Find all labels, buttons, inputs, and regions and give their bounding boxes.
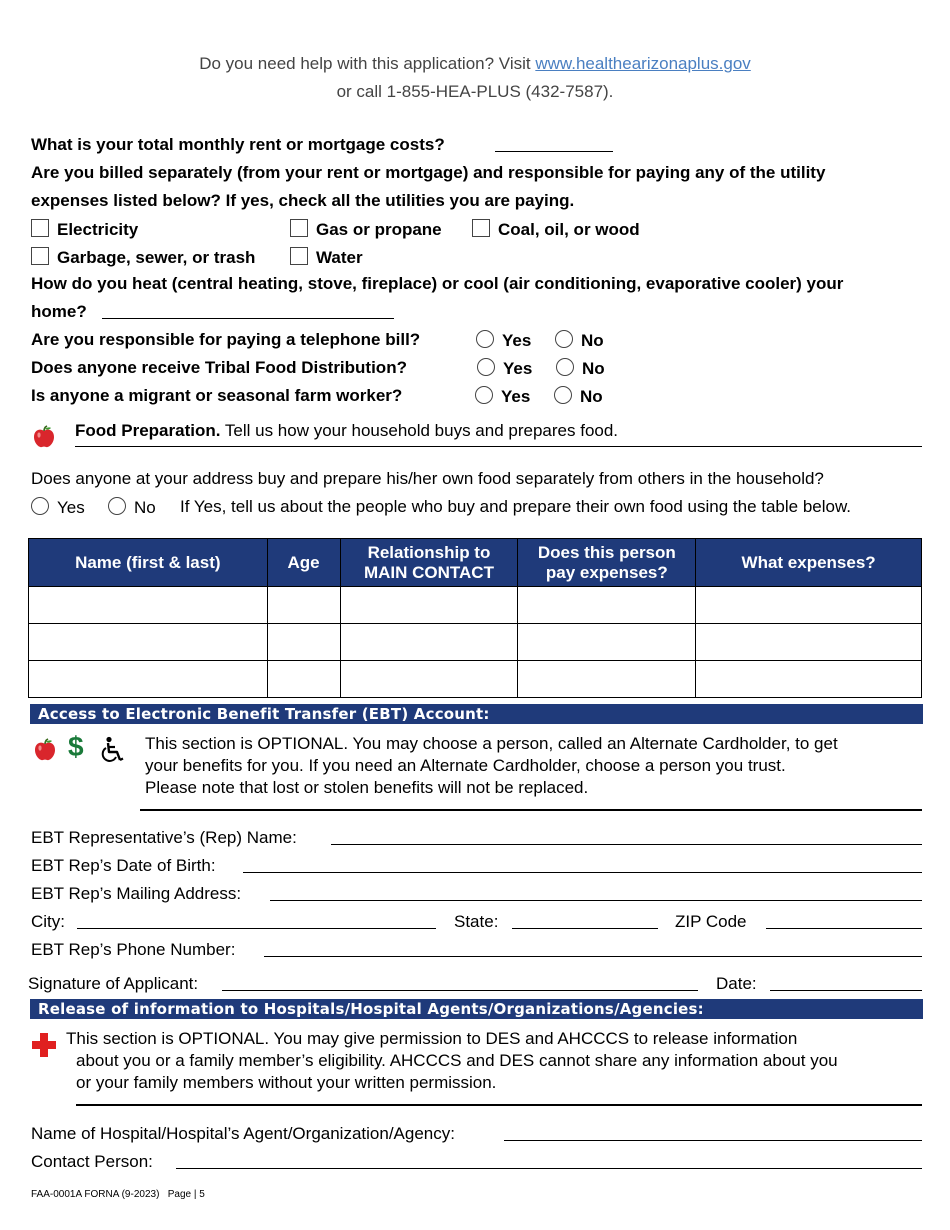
ebt-divider [140,809,922,811]
ebt-description [145,733,838,799]
table-header-row [29,539,922,587]
food-yes[interactable] [31,497,85,518]
ebt-city-field[interactable] [77,928,436,929]
ebt-line2: your benefits for you. If you need an Alternate Cardholder, choose a person you trust. [145,756,786,775]
table-cell[interactable] [518,587,696,624]
form-code: FAA-0001A FORNA (9-2023) [31,1189,160,1200]
ebt-state-field[interactable] [512,928,658,929]
hospital-label: Name of Hospital/Hospital’s Agent/Organization/Agency: [31,1124,455,1143]
heat-question-line1: How do you heat (central heating, stove, fireplace) or cool (air conditioning, evaporative cooler) your [31,274,844,293]
billed-question-line2: expenses listed below? If yes, check all the utilities you are paying. [31,191,575,210]
apple-icon [31,424,57,450]
date-label: Date: [716,974,757,993]
header-name: Name (first & last) [29,539,268,587]
telephone-yes[interactable] [476,330,531,351]
food-question: Does anyone at your address buy and prepare his/her own food separately from others in the household? [31,469,824,488]
checkbox[interactable] [31,247,49,265]
signature-field[interactable] [222,990,698,991]
help-text: Do you need help with this application? Visit [199,54,536,73]
table-cell[interactable] [340,624,518,661]
tribal-yes[interactable] [477,358,532,379]
radio-label: Yes [503,359,533,378]
utility-water[interactable] [290,247,363,268]
hospital-field[interactable] [504,1140,922,1141]
table-cell[interactable] [267,661,340,698]
household-table [28,538,922,698]
help-line-2: or call 1-855-HEA-PLUS (432-7587). [336,82,614,101]
release-line2: about you or a family member’s eligibility. AHCCCS and DES cannot share any information about you [76,1051,838,1070]
radio-button[interactable] [556,358,574,376]
billed-question-line1: Are you billed separately (from your rent or mortgage) and responsible for paying any of the utility [31,163,826,182]
release-divider [76,1104,922,1106]
utility-garbage[interactable] [31,247,255,268]
table-cell[interactable] [340,661,518,698]
utility-coal[interactable] [472,219,640,240]
table-cell[interactable] [29,587,268,624]
contact-label: Contact Person: [31,1152,153,1171]
radio-label: Yes [502,331,532,350]
radio-button[interactable] [477,358,495,376]
telephone-question: Are you responsible for paying a telephone bill? [31,330,421,349]
rent-field[interactable] [495,151,613,152]
table-cell[interactable] [267,587,340,624]
ebt-line3: Please note that lost or stolen benefits will not be replaced. [145,778,589,797]
ebt-phone-field[interactable] [264,956,922,957]
checkbox[interactable] [290,219,308,237]
food-heading [75,421,618,441]
radio-button[interactable] [31,497,49,515]
table-row [29,624,922,661]
page-number: Page | 5 [167,1189,205,1200]
rent-question: What is your total monthly rent or mortgage costs? [31,135,445,154]
migrant-question: Is anyone a migrant or seasonal farm worker? [31,386,403,405]
utility-label: Garbage, sewer, or trash [57,248,256,267]
ebt-rep-name-field[interactable] [331,844,922,845]
food-no[interactable] [108,497,156,518]
food-instruction: If Yes, tell us about the people who buy and prepare their own food using the table below. [180,497,852,516]
table-cell[interactable] [267,624,340,661]
ebt-rep-name-label: EBT Representative’s (Rep) Name: [31,828,297,847]
utility-electricity[interactable] [31,219,138,240]
release-description [66,1028,838,1094]
ebt-city-label: City: [31,912,65,931]
dollar-icon: $ [68,731,84,762]
table-cell[interactable] [696,661,922,698]
ebt-rep-address-field[interactable] [270,900,922,901]
header-age: Age [267,539,340,587]
date-field[interactable] [770,990,922,991]
radio-button[interactable] [108,497,126,515]
radio-label: Yes [57,498,85,517]
ebt-banner: Access to Electronic Benefit Transfer (EBT) Account: [30,704,923,724]
radio-label: No [581,331,604,350]
table-cell[interactable] [518,624,696,661]
table-cell[interactable] [340,587,518,624]
footer [31,1189,205,1200]
telephone-no[interactable] [555,330,604,351]
header-pays: Does this person pay expenses? [518,539,696,587]
radio-button[interactable] [475,386,493,404]
radio-label: No [134,498,156,517]
help-link[interactable]: www.healthearizonaplus.gov [535,54,751,73]
migrant-yes[interactable] [475,386,530,407]
heat-question-line2: home? [31,302,87,321]
table-cell[interactable] [29,624,268,661]
table-row [29,587,922,624]
header-expenses: What expenses? [696,539,922,587]
ebt-zip-label: ZIP Code [675,912,747,931]
checkbox[interactable] [31,219,49,237]
migrant-no[interactable] [554,386,603,407]
utility-label: Coal, oil, or wood [498,220,640,239]
wheelchair-icon [99,736,127,764]
table-cell[interactable] [696,624,922,661]
table-cell[interactable] [29,661,268,698]
food-title: Food Preparation. [75,421,221,440]
help-line-1 [0,54,950,74]
utility-label: Water [316,248,363,267]
tribal-question: Does anyone receive Tribal Food Distribution? [31,358,407,377]
table-cell[interactable] [518,661,696,698]
radio-label: No [580,387,603,406]
food-divider [75,446,922,447]
radio-button[interactable] [554,386,572,404]
tribal-no[interactable] [556,358,605,379]
table-row [29,661,922,698]
checkbox[interactable] [290,247,308,265]
release-line3: or your family members without your written permission. [76,1073,497,1092]
signature-label: Signature of Applicant: [28,974,199,993]
heat-field[interactable] [102,318,394,319]
header-relationship: Relationship to MAIN CONTACT [340,539,518,587]
table-cell[interactable] [696,587,922,624]
release-banner: Release of information to Hospitals/Hospital Agents/Organizations/Agencies: [30,999,923,1019]
ebt-line1: This section is OPTIONAL. You may choose a person, called an Alternate Cardholder, to get [145,734,838,753]
apple-icon [32,737,58,763]
radio-label: No [582,359,605,378]
radio-button[interactable] [555,330,573,348]
checkbox[interactable] [472,219,490,237]
ebt-rep-dob-field[interactable] [243,872,922,873]
ebt-phone-label: EBT Rep’s Phone Number: [31,940,236,959]
ebt-state-label: State: [454,912,499,931]
contact-field[interactable] [176,1168,922,1169]
food-desc: Tell us how your household buys and prepares food. [220,421,619,440]
utility-label: Electricity [57,220,139,239]
ebt-zip-field[interactable] [766,928,922,929]
utility-gas[interactable] [290,219,442,240]
ebt-rep-dob-label: EBT Rep’s Date of Birth: [31,856,216,875]
utility-label: Gas or propane [316,220,442,239]
release-line1: This section is OPTIONAL. You may give permission to DES and AHCCCS to release information [66,1029,798,1048]
medical-cross-icon [31,1032,57,1058]
radio-label: Yes [501,387,531,406]
radio-button[interactable] [476,330,494,348]
ebt-rep-address-label: EBT Rep’s Mailing Address: [31,884,242,903]
